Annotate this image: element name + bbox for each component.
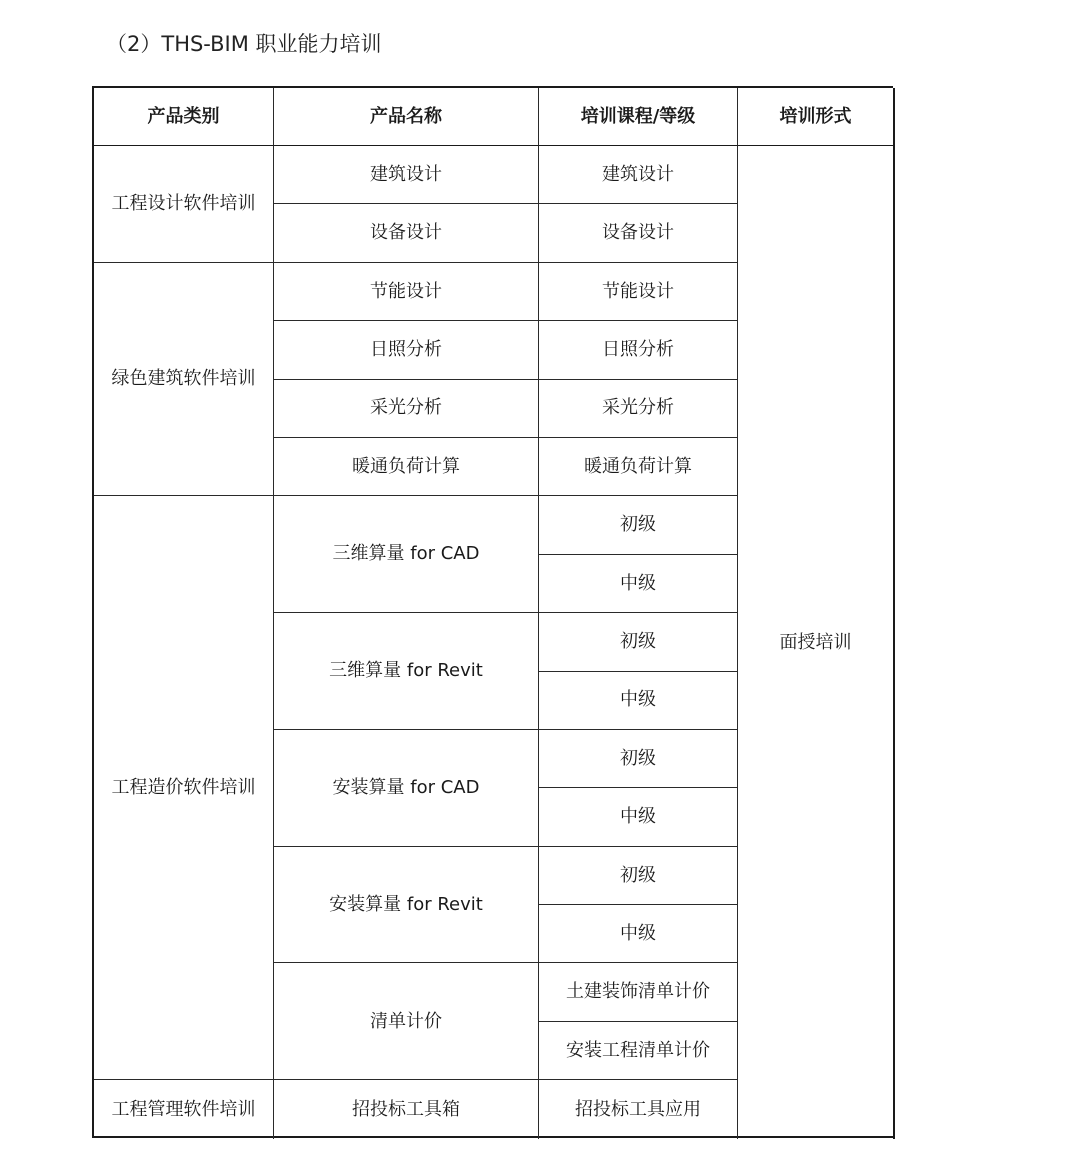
header-product: 产品名称	[274, 88, 539, 146]
header-format: 培训形式	[738, 88, 895, 146]
header-course: 培训课程/等级	[539, 88, 738, 146]
product-cell: 安装算量 for Revit	[274, 847, 539, 964]
course-cell: 中级	[539, 788, 738, 846]
format-cell: 面授培训	[738, 146, 895, 1139]
category-engineering-design: 工程设计软件培训	[94, 146, 274, 263]
course-cell: 中级	[539, 905, 738, 963]
product-cell: 日照分析	[274, 321, 539, 379]
product-cell: 采光分析	[274, 380, 539, 438]
product-cell: 三维算量 for Revit	[274, 613, 539, 730]
product-cell: 建筑设计	[274, 146, 539, 204]
course-cell: 中级	[539, 672, 738, 730]
course-cell: 设备设计	[539, 204, 738, 262]
course-cell: 日照分析	[539, 321, 738, 379]
course-cell: 节能设计	[539, 263, 738, 321]
course-cell: 初级	[539, 613, 738, 671]
course-cell: 采光分析	[539, 380, 738, 438]
header-category: 产品类别	[94, 88, 274, 146]
course-cell: 中级	[539, 555, 738, 613]
product-cell: 安装算量 for CAD	[274, 730, 539, 847]
course-cell: 安装工程清单计价	[539, 1022, 738, 1080]
product-cell: 设备设计	[274, 204, 539, 262]
category-cost-estimation: 工程造价软件培训	[94, 496, 274, 1080]
training-table	[92, 86, 893, 1138]
section-title: （2）THS-BIM 职业能力培训	[106, 32, 382, 56]
course-cell: 招投标工具应用	[539, 1080, 738, 1138]
product-cell: 清单计价	[274, 963, 539, 1080]
course-cell: 初级	[539, 496, 738, 554]
course-cell: 初级	[539, 847, 738, 905]
product-cell: 节能设计	[274, 263, 539, 321]
category-green-building: 绿色建筑软件培训	[94, 263, 274, 497]
product-cell: 暖通负荷计算	[274, 438, 539, 496]
course-cell: 建筑设计	[539, 146, 738, 204]
course-cell: 初级	[539, 730, 738, 788]
product-cell: 三维算量 for CAD	[274, 496, 539, 613]
category-project-management: 工程管理软件培训	[94, 1080, 274, 1138]
course-cell: 暖通负荷计算	[539, 438, 738, 496]
product-cell: 招投标工具箱	[274, 1080, 539, 1138]
course-cell: 土建装饰清单计价	[539, 963, 738, 1021]
